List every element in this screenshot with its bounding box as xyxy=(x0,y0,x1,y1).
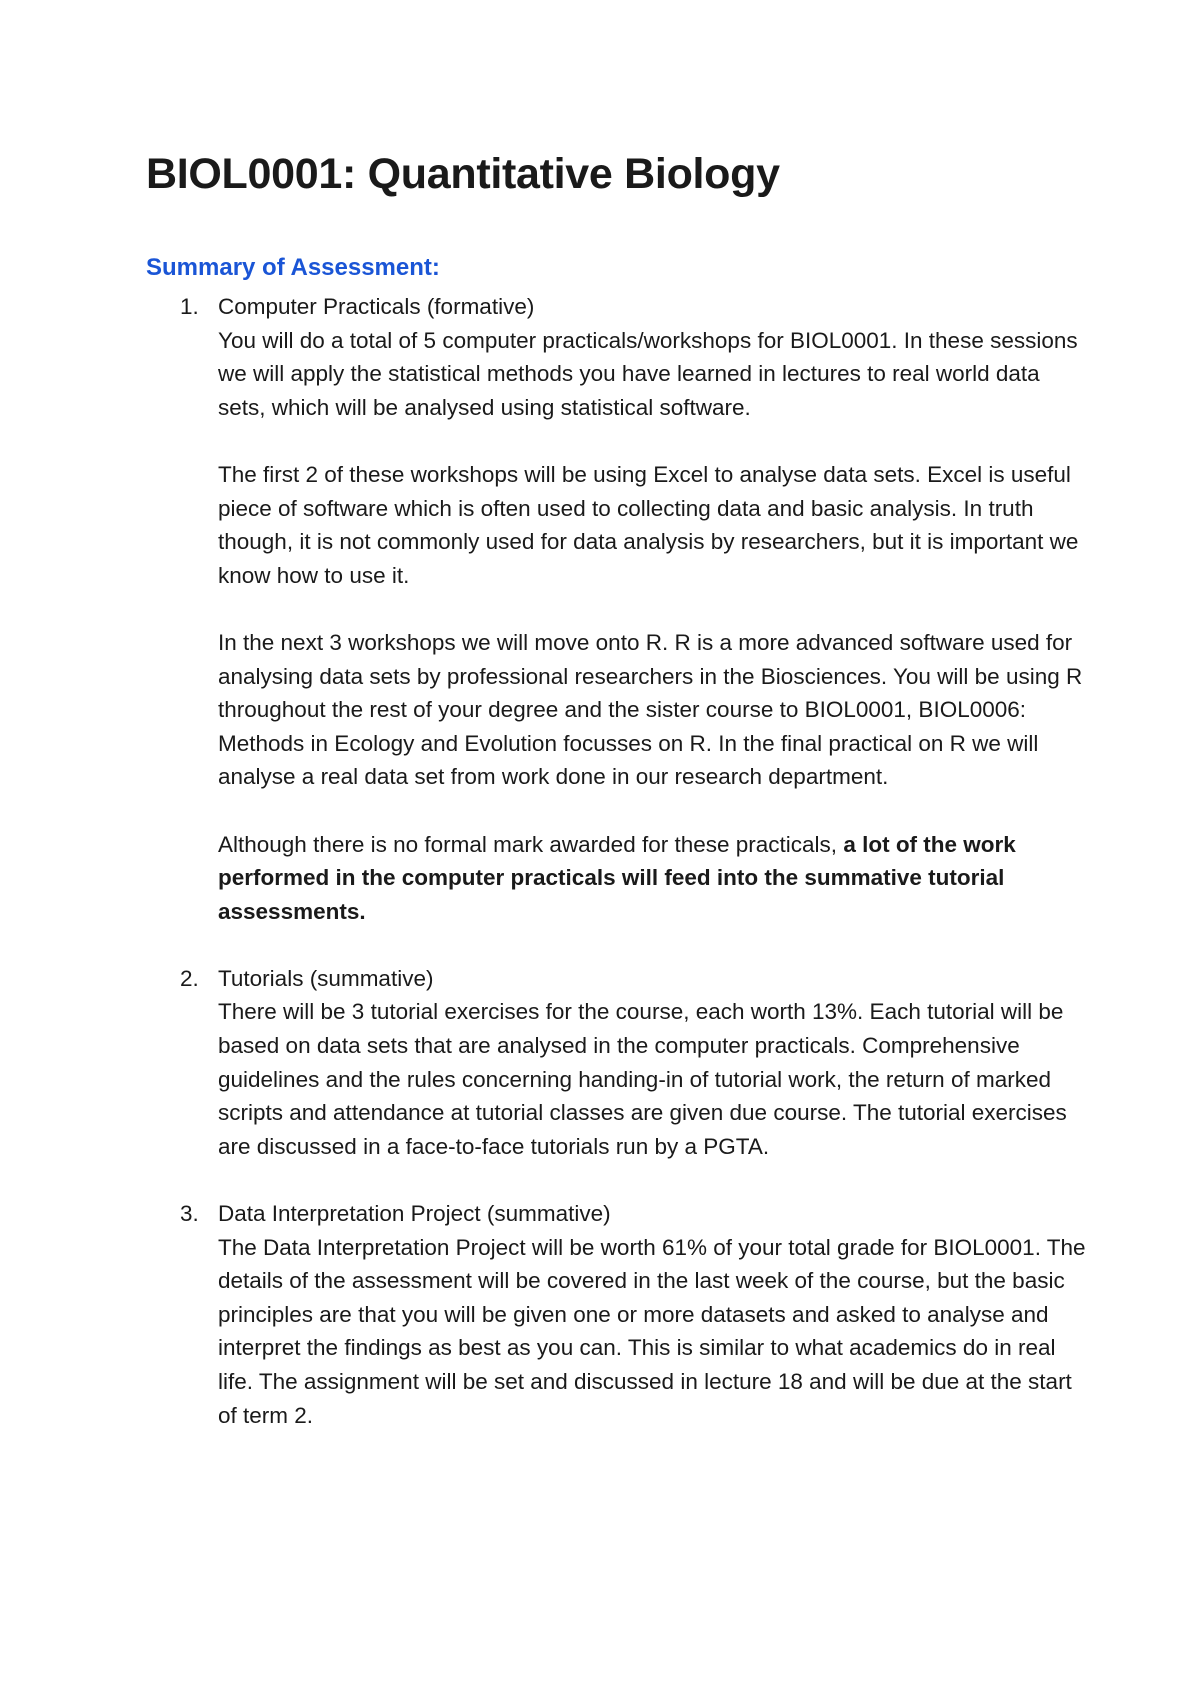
list-item-title: Data Interpretation Project (summative) xyxy=(218,1201,611,1227)
paragraph: In the next 3 workshops we will move onto R. R is a more advanced software used for analysing data sets by professional researchers in the Biosciences. You will be using R throughout the rest of your degree and the sister course to BIOL0001, BIOL0006: Methods in Ecology and Evolution focusses on R. In the final practical on R we will analyse a real data set from work done in our research department. xyxy=(218,629,1083,790)
list-item-number: 1. xyxy=(180,294,199,319)
list-item-number: 3. xyxy=(180,1201,199,1227)
list-item xyxy=(146,290,1086,928)
paragraph-end: . xyxy=(359,898,366,924)
list-item-title: Tutorials (summative) xyxy=(218,965,434,991)
paragraph: The Data Interpretation Project will be worth 61% of your total grade for BIOL0001. The details of the assessment will be covered in the last week of the course, but the basic principles are that you will be given one or more datasets and asked to analyse and interpret the findings as best as you can. This is similar to what academics do in real life. The assignment will be set and discussed in lecture 18 and will be due at the start of term 2. xyxy=(218,1234,1086,1428)
paragraph-text: Although there is no formal mark awarded for these practicals, xyxy=(218,831,838,857)
list-item-number: 2. xyxy=(180,965,199,991)
list-item xyxy=(146,1197,1086,1432)
paragraph: There will be 3 tutorial exercises for the course, each worth 13%. Each tutorial will be based on data sets that are analysed in the computer practicals. Comprehensive guidelines and the rules concerning handing-in of tutorial work, the return of marked scripts and attendance at tutorial classes are given due course. The tutorial exercises are discussed in a face-to-face tutorials run by a PGTA. xyxy=(218,999,1067,1159)
assessment-list xyxy=(146,290,1086,1432)
paragraph xyxy=(218,828,1086,929)
bold-emphasis: a lot of the work performed in the computer practicals will feed into the summative tutorial assessments xyxy=(218,831,1016,924)
list-item xyxy=(146,962,1086,1164)
list-item-title: Computer Practicals (formative) xyxy=(218,294,535,319)
paragraph: You will do a total of 5 computer practicals/workshops for BIOL0001. In these sessions we will apply the statistical methods you have learned in lectures to real world data sets, which will be analysed using statistical software. xyxy=(218,327,1078,420)
paragraph: The first 2 of these workshops will be using Excel to analyse data sets. Excel is useful piece of software which is often used to collecting data and basic analysis. In truth though, it is not commonly used for data analysis by researchers, but it is important we know how to use it. xyxy=(218,461,1079,588)
document-title: BIOL0001: Quantitative Biology xyxy=(146,150,780,198)
section-heading: Summary of Assessment: xyxy=(146,254,440,281)
